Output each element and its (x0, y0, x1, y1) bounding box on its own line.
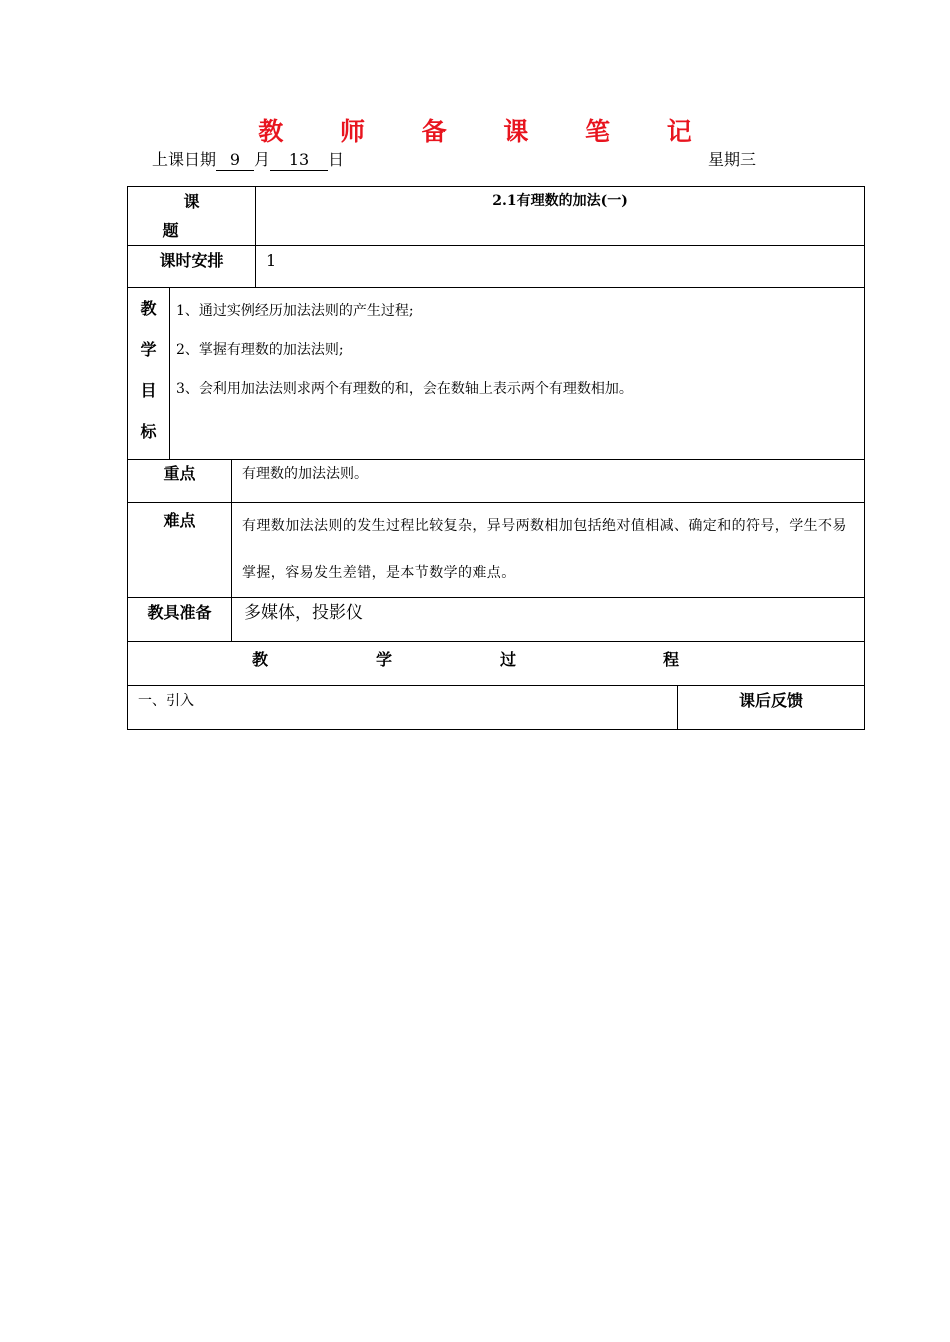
difficulty-label: 难点 (128, 503, 232, 598)
process-char: 过 (500, 650, 517, 669)
key-point-label: 重点 (128, 460, 232, 503)
hours-value: 1 (256, 246, 865, 288)
tools-label: 教具准备 (128, 598, 232, 642)
goals-row (128, 288, 865, 460)
class-date-line (152, 148, 344, 172)
goals-label-char: 目 (140, 381, 157, 400)
process-char: 学 (376, 650, 393, 669)
intro-value: 一、引入 (128, 686, 678, 730)
weekday: 星期三 (708, 150, 757, 169)
tools-row (128, 598, 865, 642)
topic-label: 课题 (128, 187, 256, 246)
feedback-label: 课后反馈 (678, 686, 865, 730)
process-char: 程 (663, 650, 680, 669)
goal-item: 2、掌握有理数的加法法则; (176, 342, 344, 358)
difficulty-row (128, 503, 865, 598)
date-month-unit: 月 (254, 150, 271, 169)
date-day: 13 (270, 150, 328, 171)
goals-label (128, 288, 170, 460)
hours-row (128, 246, 865, 288)
key-point-value: 有理数的加法法则。 (232, 460, 865, 503)
date-day-unit: 日 (328, 150, 345, 169)
goals-label-char: 学 (140, 340, 157, 359)
process-char: 教 (252, 650, 269, 669)
difficulty-value: 有理数加法法则的发生过程比较复杂，异号两数相加包括绝对值相减、确定和的符号，学生不易掌握，容易发生差错，是本节数学的难点。 (232, 503, 865, 598)
page-title: 教 师 备 课 笔 记 (258, 117, 716, 146)
goal-item: 3、会利用加法法则求两个有理数的和，会在数轴上表示两个有理数相加。 (176, 381, 633, 397)
topic-value: 2.1有理数的加法(一) (256, 187, 865, 246)
process-heading (128, 642, 865, 686)
date-month: 9 (216, 150, 254, 171)
hours-label: 课时安排 (128, 246, 256, 288)
goals-label-char: 教 (140, 299, 157, 318)
goal-item: 1、通过实例经历加法法则的产生过程; (176, 303, 414, 319)
date-prefix: 上课日期 (152, 150, 217, 169)
process-row (128, 642, 865, 686)
goals-label-char: 标 (140, 422, 157, 441)
key-point-row (128, 460, 865, 503)
tools-value: 多媒体，投影仪 (232, 598, 865, 642)
topic-row (128, 187, 865, 246)
intro-row (128, 686, 865, 730)
goals-list (170, 288, 865, 460)
lesson-plan-table (127, 186, 865, 730)
